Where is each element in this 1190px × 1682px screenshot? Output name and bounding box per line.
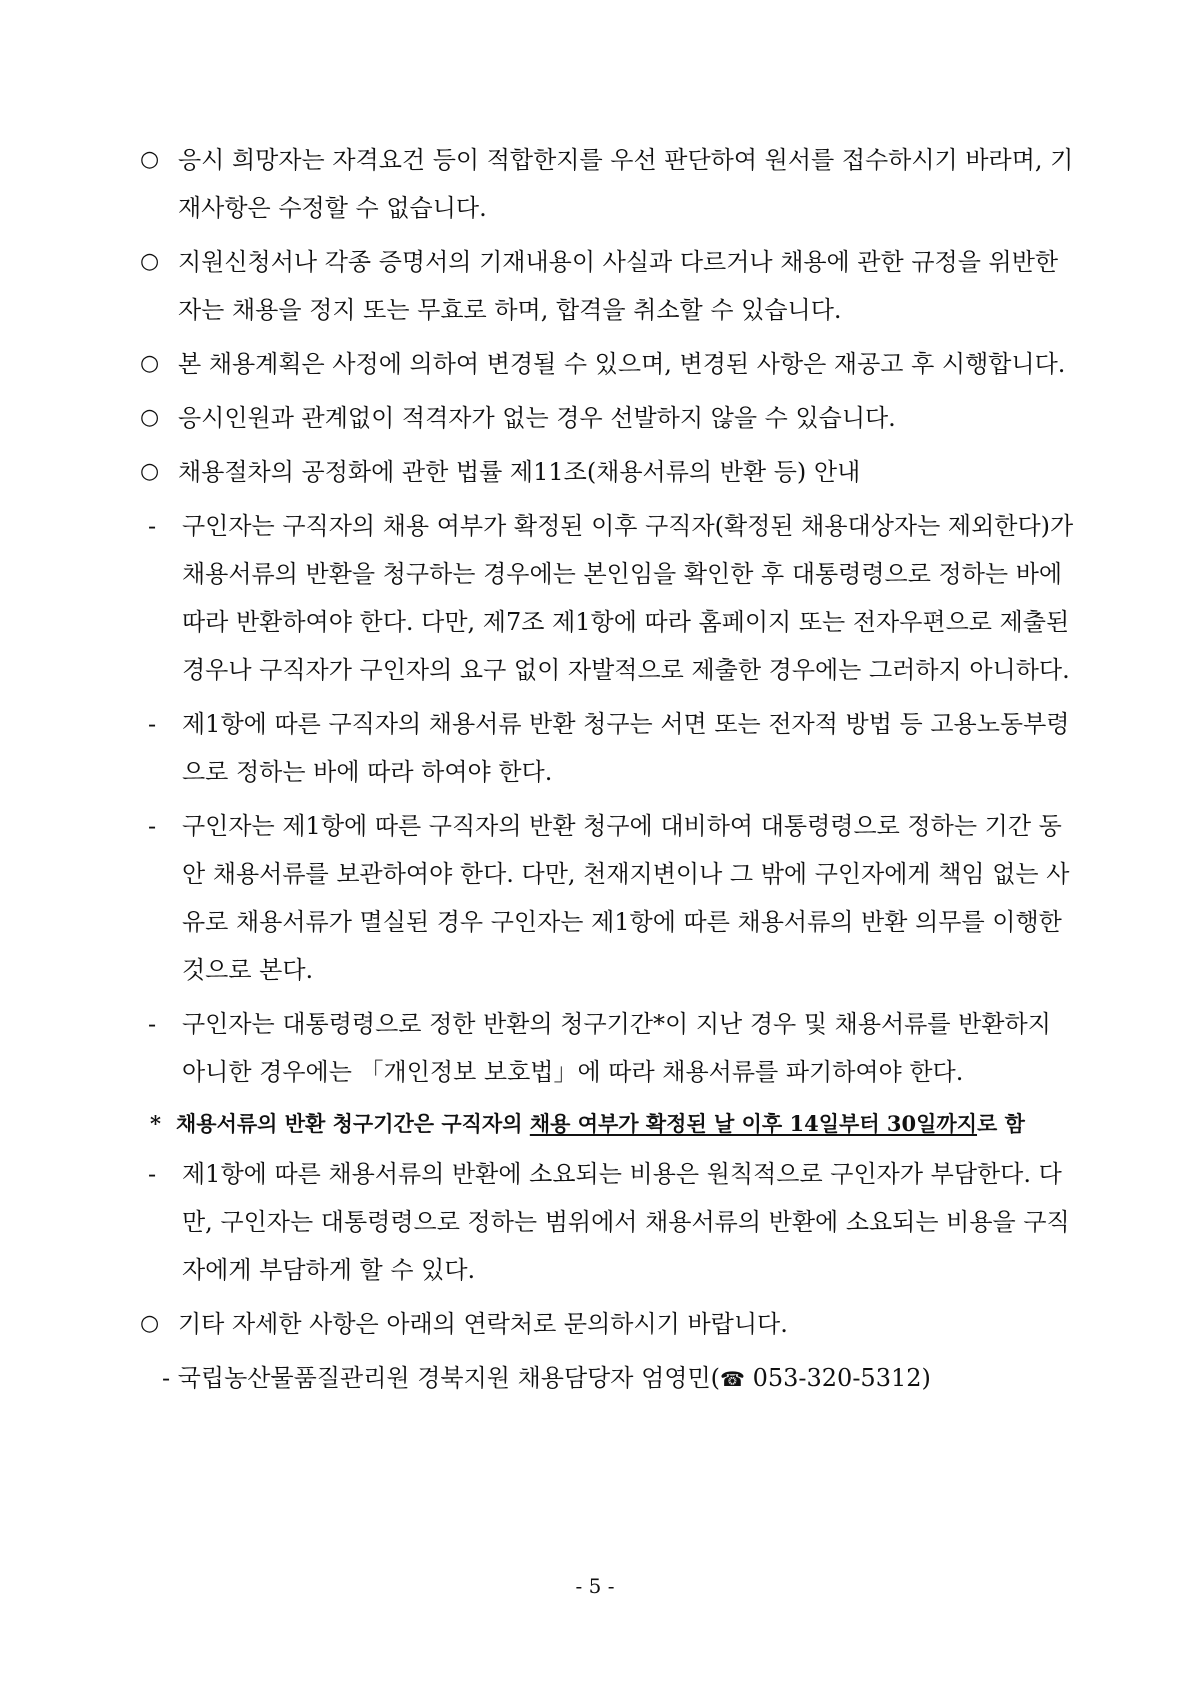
law-clause-text: 제1항에 따른 채용서류의 반환에 소요되는 비용은 원칙적으로 구인자가 부담한다. 다만, 구인자는 대통령령으로 정하는 범위에서 채용서류의 반환에 소요되는 비용을 구직자에게 부담하게 할 수 있다. xyxy=(182,1160,1070,1284)
notice-text: 채용절차의 공정화에 관한 법률 제11조(채용서류의 반환 등) 안내 xyxy=(178,458,861,486)
notice-text: 응시 희망자는 자격요건 등이 적합한지를 우선 판단하여 원서를 접수하시기 바라며, 기재사항은 수정할 수 없습니다. xyxy=(178,146,1074,222)
bullet-mark: ○ xyxy=(140,351,160,376)
notice-text: 지원신청서나 각종 증명서의 기재내용이 사실과 다르거나 채용에 관한 규정을 위반한 자는 채용을 정지 또는 무효로 하며, 합격을 취소할 수 있습니다. xyxy=(178,248,1059,324)
dash-mark: - xyxy=(148,710,157,738)
footnote-underlined: 채용 여부가 확정된 날 이후 14일부터 30일까지 xyxy=(529,1111,978,1136)
document-body xyxy=(140,136,1080,1403)
bullet-mark: ○ xyxy=(140,147,160,172)
dash-mark: - xyxy=(148,812,157,840)
law-clause-text: 구인자는 대통령령으로 정한 반환의 청구기간*이 지난 경우 및 채용서류를 반환하지 아니한 경우에는 「개인정보 보호법」에 따라 채용서류를 파기하여야 한다. xyxy=(182,1010,1051,1086)
notice-item xyxy=(140,340,1080,388)
notice-item xyxy=(140,448,1080,496)
dash-mark: - xyxy=(148,1010,157,1038)
law-clause xyxy=(140,1000,1080,1096)
law-clause xyxy=(140,700,1080,796)
notice-item xyxy=(140,1300,1080,1348)
bullet-mark: ○ xyxy=(140,249,160,274)
notice-text: 기타 자세한 사항은 아래의 연락처로 문의하시기 바랍니다. xyxy=(178,1310,788,1338)
law-clause xyxy=(140,502,1080,694)
notice-text: 본 채용계획은 사정에 의하여 변경될 수 있으며, 변경된 사항은 재공고 후 시행합니다. xyxy=(178,350,1066,378)
notice-item xyxy=(140,238,1080,334)
footnote-plain: 채용서류의 반환 청구기간은 구직자의 xyxy=(176,1111,530,1136)
law-clause xyxy=(140,802,1080,994)
bullet-mark: ○ xyxy=(140,405,160,430)
bullet-mark: ○ xyxy=(140,1311,160,1336)
contact-prefix: - 국립농산물품질관리원 경북지원 채용담당자 엄영민( xyxy=(162,1364,721,1392)
footnote-tail: 로 함 xyxy=(977,1111,1025,1136)
notice-item xyxy=(140,136,1080,232)
law-clause xyxy=(140,1150,1080,1294)
law-clause-text: 제1항에 따른 구직자의 채용서류 반환 청구는 서면 또는 전자적 방법 등 고용노동부령으로 정하는 바에 따라 하여야 한다. xyxy=(182,710,1070,786)
phone-icon: ☎ xyxy=(720,1367,745,1391)
notice-item xyxy=(140,394,1080,442)
law-clause-text: 구인자는 제1항에 따른 구직자의 반환 청구에 대비하여 대통령령으로 정하는 기간 동안 채용서류를 보관하여야 한다. 다만, 천재지변이나 그 밖에 구인자에게 책임 없는 사유로 채용서류가 멸실된 경우 구인자는 제1항에 따른 채용서류의 반환 의무를 이행한 것으로 본다. xyxy=(182,812,1070,984)
footnote-mark: * xyxy=(150,1111,161,1136)
footnote-text xyxy=(176,1102,1080,1146)
page-number: - 5 - xyxy=(575,1574,615,1598)
contact-phone: 053-320-5312) xyxy=(744,1364,931,1392)
dash-mark: - xyxy=(148,512,157,540)
contact-line xyxy=(162,1354,1080,1403)
footnote xyxy=(150,1102,1080,1146)
notice-text: 응시인원과 관계없이 적격자가 없는 경우 선발하지 않을 수 있습니다. xyxy=(178,404,896,432)
dash-mark: - xyxy=(148,1160,157,1188)
bullet-mark: ○ xyxy=(140,459,160,484)
law-clause-text: 구인자는 구직자의 채용 여부가 확정된 이후 구직자(확정된 채용대상자는 제외한다)가 채용서류의 반환을 청구하는 경우에는 본인임을 확인한 후 대통령령으로 정하는 바에 따라 반환하여야 한다. 다만, 제7조 제1항에 따라 홈페이지 또는 전자우편으로 제출된 경우나 구직자가 구인자의 요구 없이 자발적으로 제출한 경우에는 그러하지 아니하다. xyxy=(182,512,1074,684)
